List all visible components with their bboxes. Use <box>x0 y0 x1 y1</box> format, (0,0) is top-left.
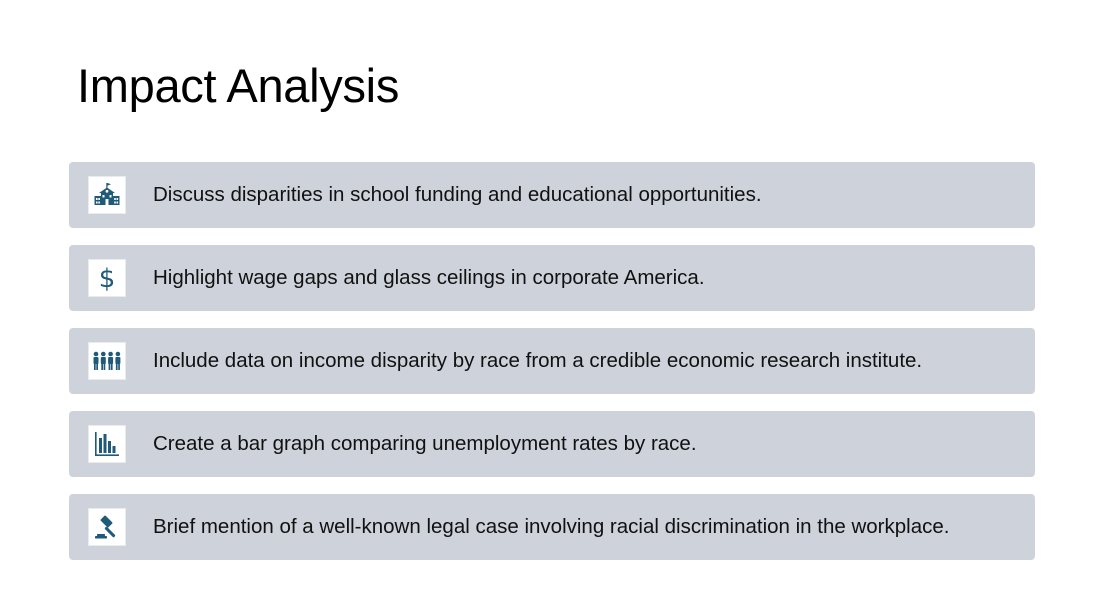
item-text: Include data on income disparity by race from a credible economic research institute. <box>153 349 923 372</box>
list-item-wage-gaps <box>69 245 1035 311</box>
list-item-school-funding <box>69 162 1035 228</box>
list-item-income-disparity <box>69 328 1035 394</box>
gavel-icon <box>88 508 126 546</box>
slide-title: Impact Analysis <box>77 59 400 112</box>
item-text: Discuss disparities in school funding and educational opportunities. <box>153 183 762 206</box>
item-text: Brief mention of a well-known legal case involving racial discrimination in the workplace. <box>153 515 950 538</box>
item-text: Create a bar graph comparing unemployment rates by race. <box>153 432 697 455</box>
list-item-legal-case <box>69 494 1035 560</box>
svg-text:$: $ <box>98 264 116 293</box>
dollar-icon <box>88 259 126 297</box>
school-icon <box>88 176 126 214</box>
bar-chart-icon <box>88 425 126 463</box>
people-group-icon <box>88 342 126 380</box>
list-item-bar-graph <box>69 411 1035 477</box>
item-text: Highlight wage gaps and glass ceilings in corporate America. <box>153 266 705 289</box>
item-list <box>69 162 1035 577</box>
